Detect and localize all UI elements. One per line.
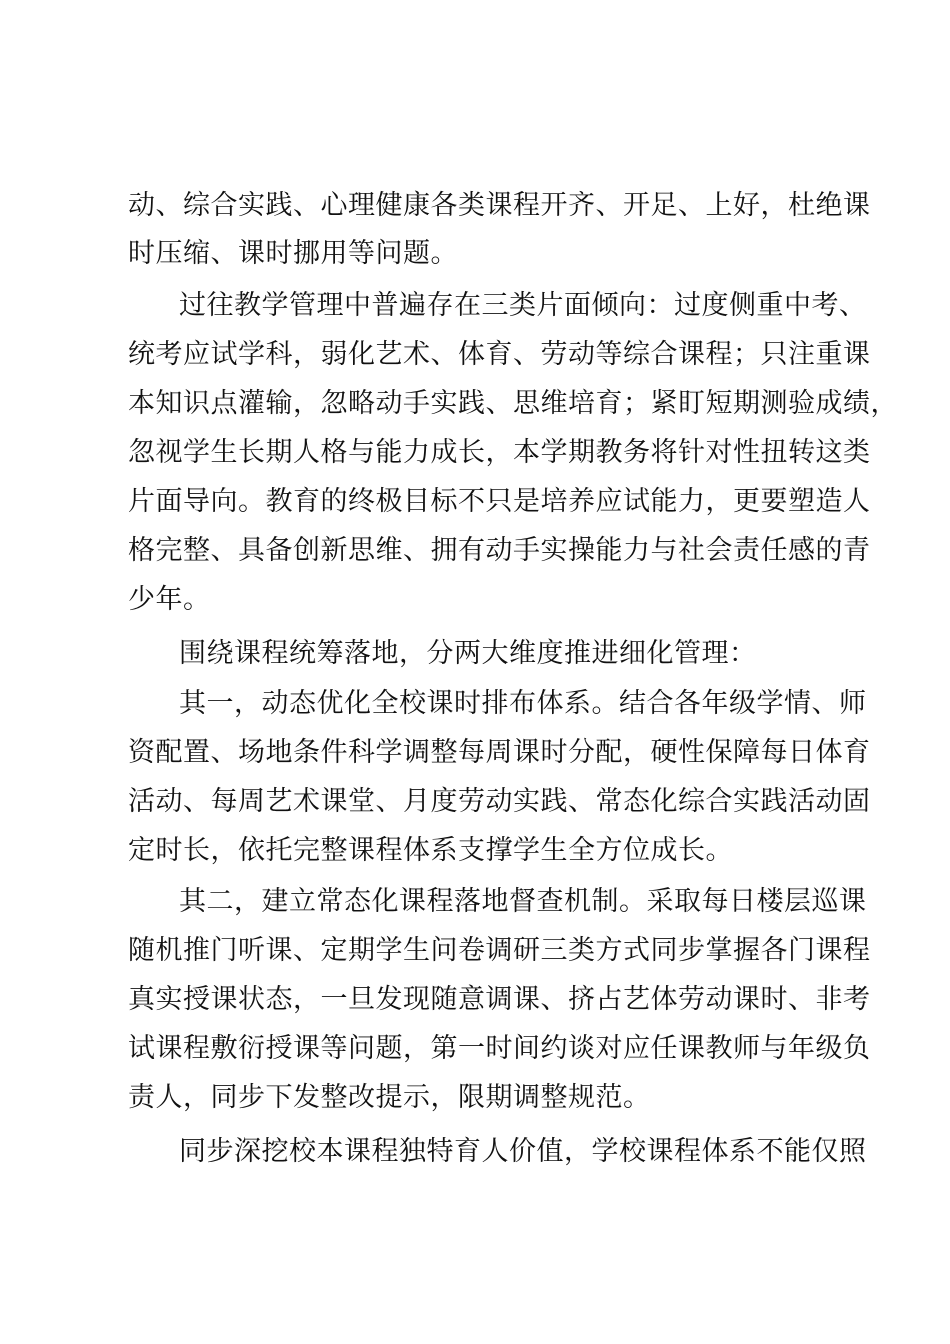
text-line: 片面导向。教育的终极目标不只是培养应试能力，更要塑造人 bbox=[128, 486, 871, 517]
text-line: 责人，同步下发整改提示，限期调整规范。 bbox=[128, 1082, 651, 1113]
text-line: 定时长，依托完整课程体系支撑学生全方位成长。 bbox=[128, 835, 733, 866]
text-line: 动、综合实践、心理健康各类课程开齐、开足、上好，杜绝课 bbox=[128, 190, 871, 221]
text-line: 真实授课状态，一旦发现随意调课、挤占艺体劳动课时、非考 bbox=[128, 984, 871, 1015]
text-line: 活动、每周艺术课堂、月度劳动实践、常态化综合实践活动固 bbox=[128, 786, 871, 817]
text-line: 统考应试学科，弱化艺术、体育、劳动等综合课程；只注重课 bbox=[128, 339, 871, 370]
text-line: 其一，动态优化全校课时排布体系。结合各年级学情、师 bbox=[179, 688, 867, 719]
text-line: 试课程敷衍授课等问题，第一时间约谈对应任课教师与年级负 bbox=[128, 1033, 871, 1064]
text-line: 同步深挖校本课程独特育人价值，学校课程体系不能仅照 bbox=[179, 1136, 867, 1167]
text-line: 忽视学生长期人格与能力成长，本学期教务将针对性扭转这类 bbox=[128, 437, 871, 468]
text-line: 资配置、场地条件科学调整每周课时分配，硬性保障每日体育 bbox=[128, 737, 871, 768]
text-line: 本知识点灌输，忽略动手实践、思维培育；紧盯短期测验成绩， bbox=[128, 388, 898, 419]
text-line: 随机推门听课、定期学生问卷调研三类方式同步掌握各门课程 bbox=[128, 935, 871, 966]
text-line: 过往教学管理中普遍存在三类片面倾向：过度侧重中考、 bbox=[179, 290, 867, 321]
text-line: 其二，建立常态化课程落地督查机制。采取每日楼层巡课 bbox=[179, 886, 867, 917]
text-line: 时压缩、课时挪用等问题。 bbox=[128, 238, 458, 269]
text-line: 格完整、具备创新思维、拥有动手实操能力与社会责任感的青 bbox=[128, 535, 871, 566]
text-line: 少年。 bbox=[128, 584, 211, 615]
text-line: 围绕课程统筹落地，分两大维度推进细化管理： bbox=[179, 638, 757, 669]
